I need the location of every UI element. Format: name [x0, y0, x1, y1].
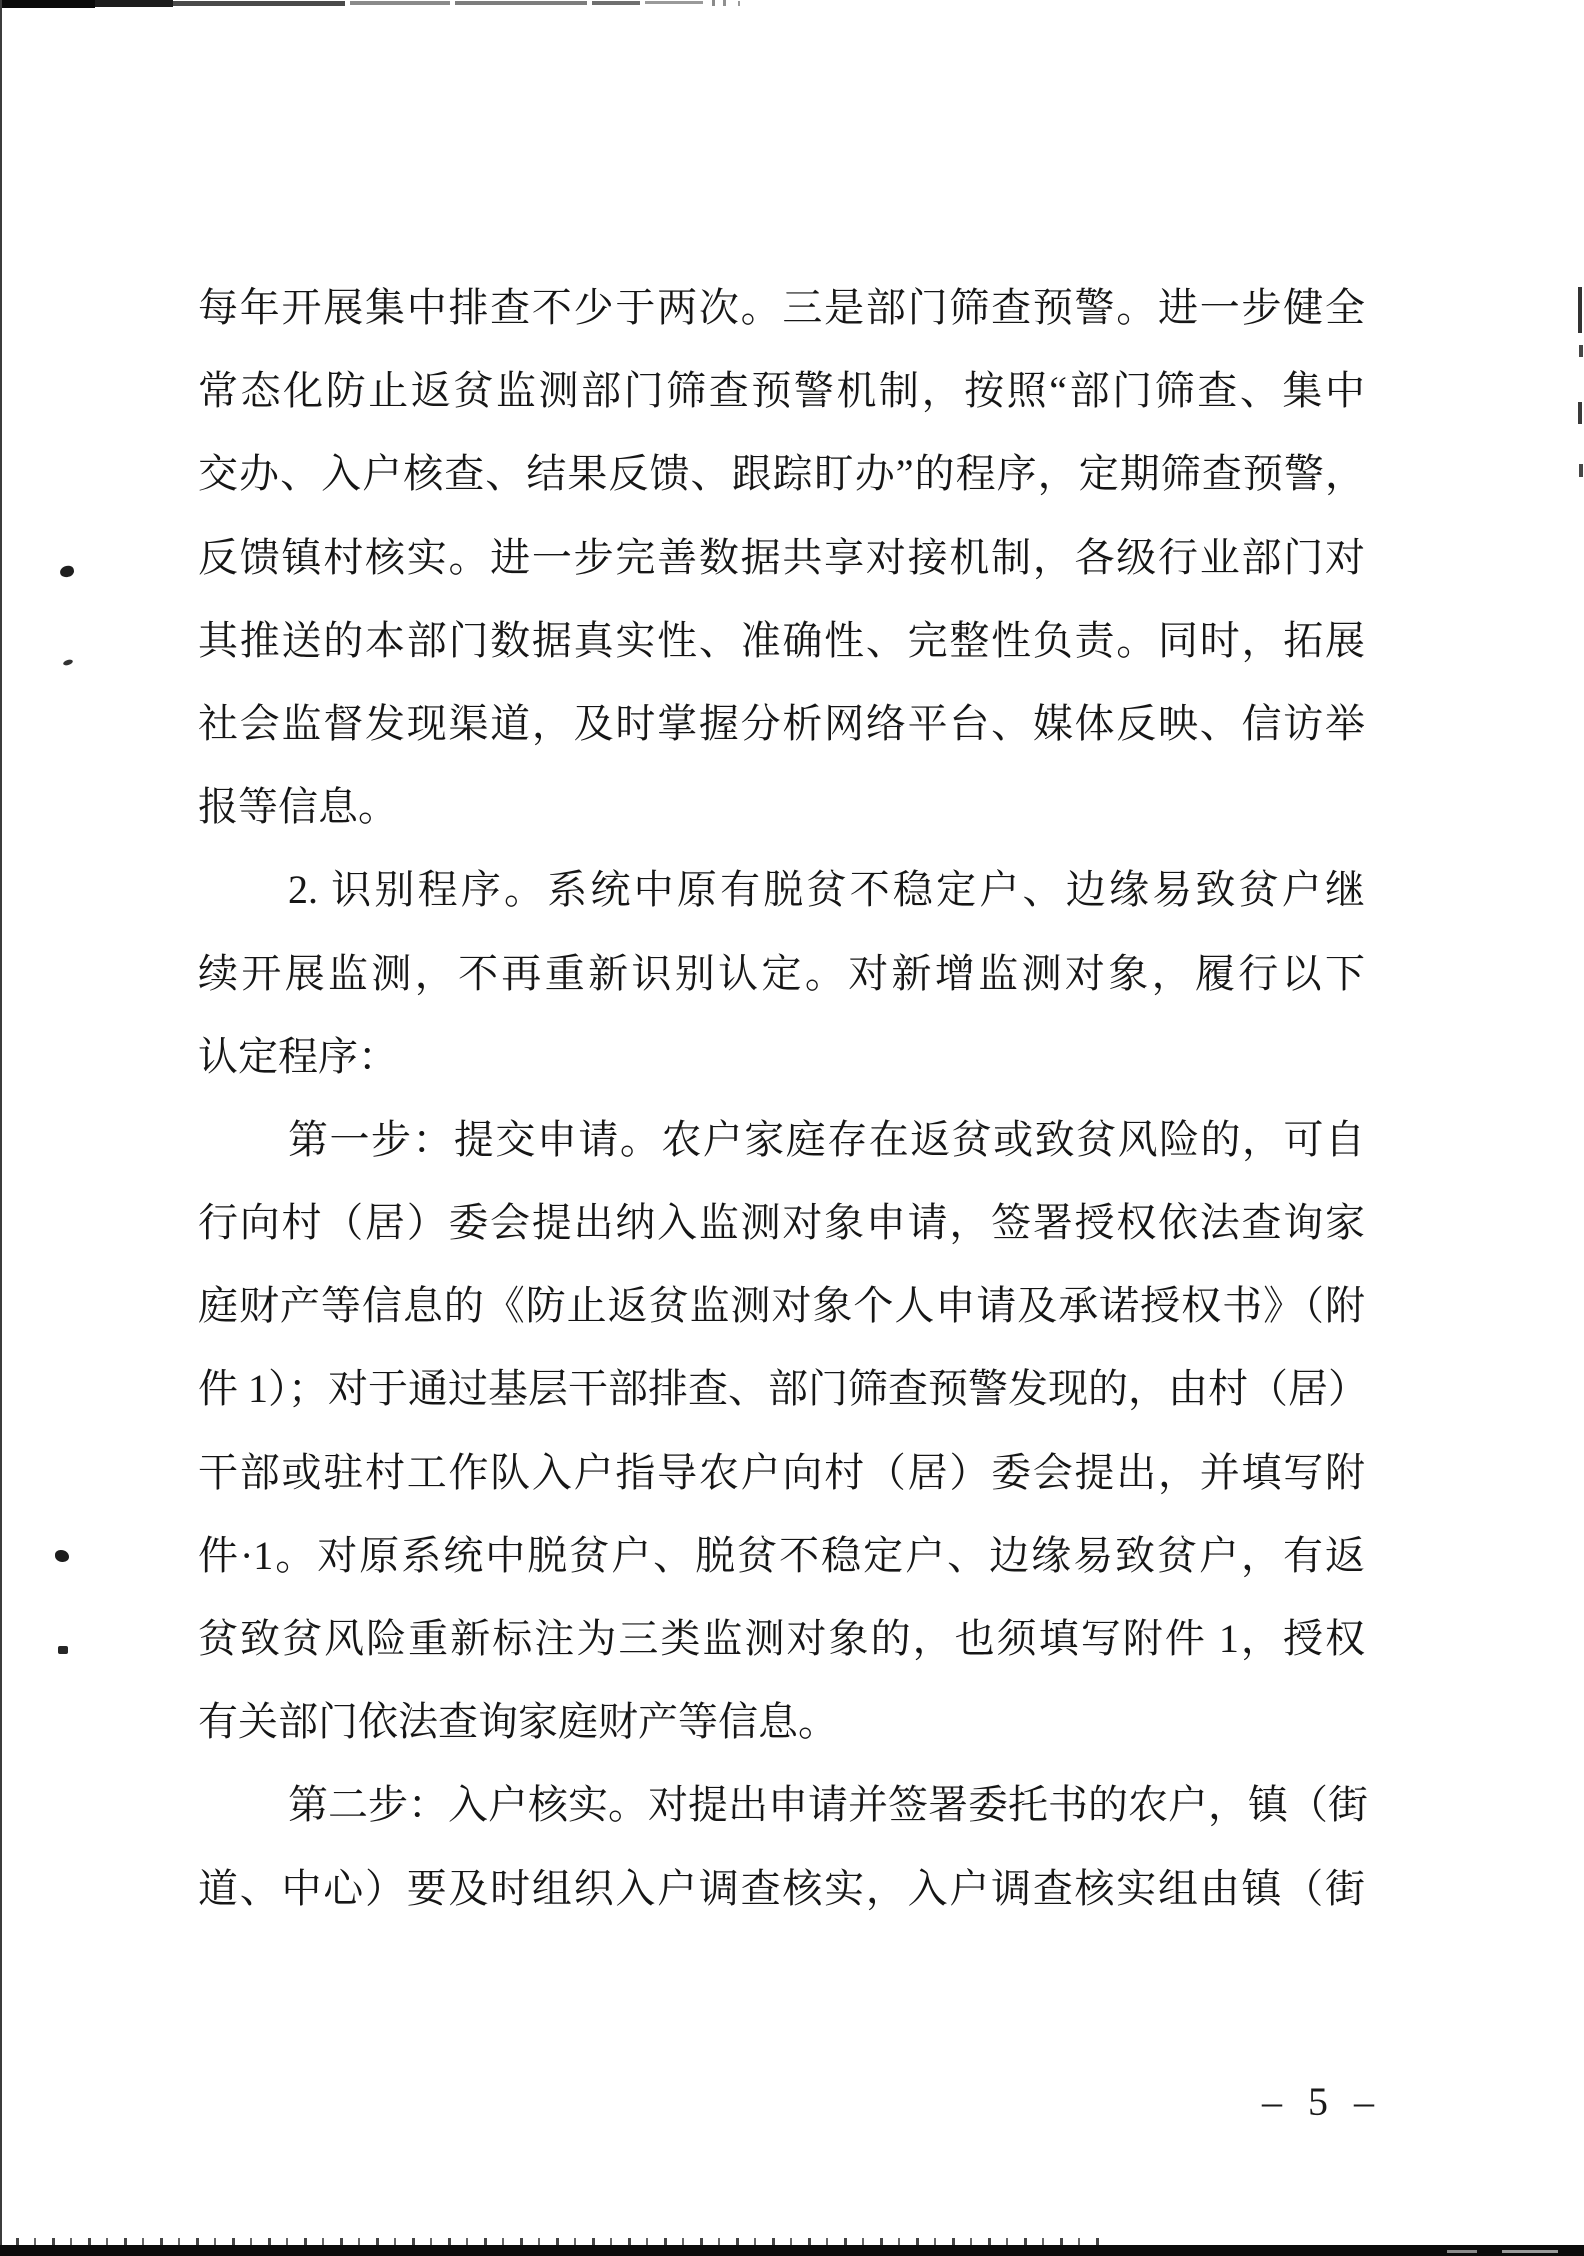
- scan-speck: [59, 565, 75, 579]
- scan-artifact-top-strip: [738, 1, 740, 6]
- text-line: 报等信息。: [198, 784, 398, 830]
- scan-artifact-right-edge-mark: [1579, 345, 1583, 357]
- scan-artifact-top-strip: [723, 0, 726, 6]
- text-line: 交办、入户核查、结果反馈、跟踪盯办”的程序，定期筛查预警，: [198, 451, 1365, 497]
- text-block: [198, 266, 1368, 1930]
- text-line: 庭财产等信息的《防止返贫监测对象个人申请及承诺授权书》（附: [198, 1283, 1365, 1329]
- text-line: 件 1）；对于通过基层干部排查、部门筛查预警发现的，由村（居）: [198, 1366, 1368, 1412]
- page-number: – 5 –: [1262, 2079, 1382, 2124]
- scan-artifact-top-strip: [173, 1, 345, 6]
- scan-speck: [55, 1550, 69, 1562]
- scan-artifact-right-edge-mark: [1578, 402, 1582, 424]
- text-line: 第一步：提交申请。农户家庭存在返贫或致贫风险的，可自: [288, 1116, 1365, 1162]
- text-line: 续开展监测，不再重新识别认定。对新增监测对象，履行以下: [198, 950, 1365, 996]
- text-line: 有关部门依法查询家庭财产等信息。: [198, 1699, 838, 1745]
- scan-speck: [58, 1646, 68, 1654]
- scan-artifact-top-strip: [712, 0, 715, 6]
- text-line: 行向村（居）委会提出纳入监测对象申请，签署授权依法查询家: [198, 1200, 1365, 1246]
- scan-artifact-bottom-band: [0, 2245, 1584, 2256]
- scan-artifact-bottom-noise: [0, 2238, 1100, 2246]
- scan-artifact-top-strip: [645, 1, 703, 4]
- text-line: 社会监督发现渠道，及时掌握分析网络平台、媒体反映、信访举: [198, 700, 1365, 746]
- scan-artifact-right-edge-mark: [1578, 287, 1582, 333]
- scan-artifact-top-strip: [95, 0, 173, 7]
- scan-artifact-top-strip: [0, 0, 95, 8]
- text-line: 认定程序：: [198, 1033, 398, 1079]
- scan-artifact-top-strip: [592, 1, 640, 5]
- text-line: 件·1。对原系统中脱贫户、脱贫不稳定户、边缘易致贫户，有返: [198, 1532, 1365, 1578]
- text-line: 道、中心）要及时组织入户调查核实，入户调查核实组由镇（街: [198, 1865, 1365, 1911]
- scan-artifact-right-edge-mark: [1579, 464, 1583, 477]
- text-line: 干部或驻村工作队入户指导农户向村（居）委会提出，并填写附: [198, 1449, 1365, 1495]
- scan-artifact-bottom-dash: [1447, 2250, 1477, 2253]
- scan-artifact-top-strip: [350, 1, 450, 5]
- text-line: 第二步：入户核实。对提出申请并签署委托书的农户，镇（街: [288, 1782, 1368, 1828]
- text-line: 2. 识别程序。系统中原有脱贫不稳定户、边缘易致贫户继: [288, 867, 1365, 913]
- scan-artifact-left-edge-line: [0, 0, 2, 2248]
- scan-artifact-bottom-dash: [1502, 2250, 1558, 2253]
- text-line: 其推送的本部门数据真实性、准确性、完整性负责。同时，拓展: [198, 617, 1365, 663]
- text-line: 反馈镇村核实。进一步完善数据共享对接机制，各级行业部门对: [198, 534, 1365, 580]
- text-line: 贫致贫风险重新标注为三类监测对象的，也须填写附件 1，授权: [198, 1616, 1365, 1661]
- scan-artifact-top-strip: [455, 1, 587, 5]
- text-line: 每年开展集中排查不少于两次。三是部门筛查预警。进一步健全: [198, 285, 1365, 330]
- text-line: 常态化防止返贫监测部门筛查预警机制，按照“部门筛查、集中: [198, 368, 1365, 414]
- scan-speck: [62, 659, 73, 667]
